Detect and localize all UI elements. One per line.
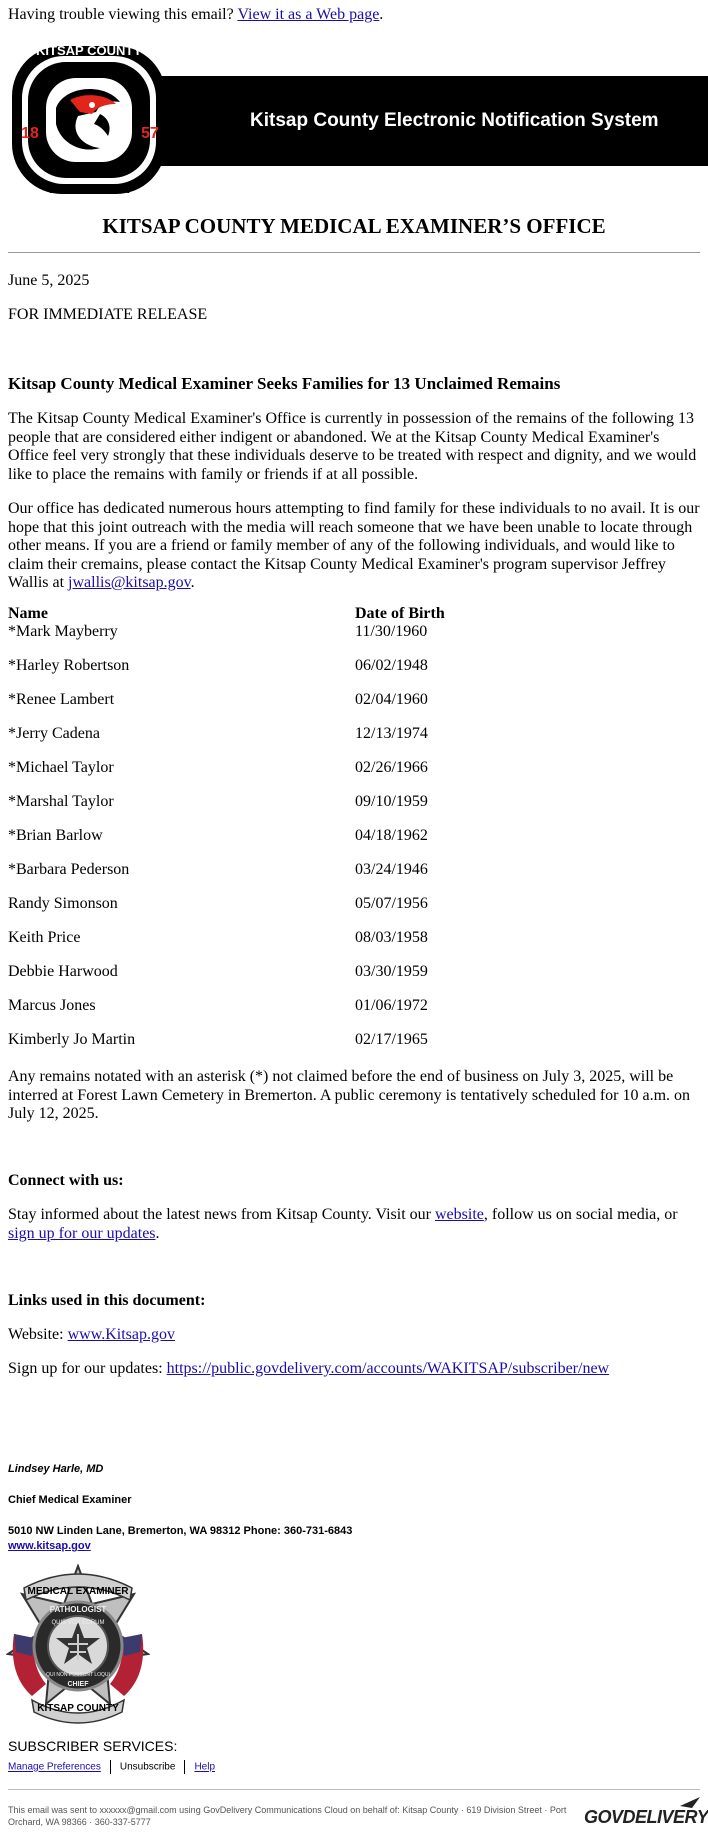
column-header-dob: Date of Birth <box>355 605 445 622</box>
row-name: *Harley Robertson <box>8 657 130 674</box>
row-dob: 09/10/1959 <box>355 793 428 810</box>
release-date: June 5, 2025 <box>8 272 90 289</box>
release-type: FOR IMMEDIATE RELEASE <box>8 306 208 323</box>
seal-year-right: 57 <box>141 125 159 142</box>
row-dob: 03/24/1946 <box>355 861 428 878</box>
seal-top-text: KITSAP COUNTY <box>36 43 142 58</box>
row-dob: 12/13/1974 <box>355 725 428 742</box>
sign-up-updates-link[interactable]: sign up for our updates <box>8 1224 156 1242</box>
column-header-name: Name <box>8 605 48 622</box>
table-row <box>8 895 700 929</box>
view-as-web-page-link[interactable]: View it as a Web page <box>237 6 380 23</box>
connect-heading: Connect with us: <box>8 1172 124 1189</box>
row-name: Randy Simonson <box>8 895 118 912</box>
medical-examiner-badge-icon <box>6 1564 150 1726</box>
table-row <box>8 861 700 895</box>
badge-inner-top-text: PATHOLOGIST <box>49 1605 107 1614</box>
row-dob: 06/02/1948 <box>355 657 428 674</box>
footer-disclaimer: This email was sent to xxxxxx@gmail.com using GovDelivery Communications Cloud on behalf of: Kitsap County · 619 Division Street · Port Orchard, WA 98366 · 360-337-5777 <box>8 1805 567 1827</box>
row-dob: 04/18/1962 <box>355 827 428 844</box>
unclaimed-remains-table <box>8 605 700 1065</box>
connect-paragraph: Stay informed about the latest news from Kitsap County. Visit our website, follow us on social media, or sign up for our updates. <box>8 1206 678 1242</box>
govdelivery-logo <box>584 1796 708 1828</box>
row-name: *Michael Taylor <box>8 759 114 776</box>
subscriber-services-links <box>8 1760 215 1774</box>
website-link[interactable]: website <box>434 1206 484 1223</box>
row-dob: 02/17/1965 <box>355 1031 428 1048</box>
intro-paragraph: The Kitsap County Medical Examiner's Office is currently in possession of the remains of the following 13 people that are considered either indigent or abandoned. We at the Kitsap County Medical Examiner's Office feel very strongly that these individuals deserve to be treated with respect and dignity, and we would like to place the remains with family or friends if at all possible. <box>8 410 697 483</box>
row-dob: 02/26/1966 <box>355 759 428 776</box>
signature-address: 5010 NW Linden Lane, Bremerton, WA 98312 Phone: 360-731-6843 <box>8 1525 353 1537</box>
table-row <box>8 623 700 657</box>
badge-rank-text: CHIEF <box>67 1681 89 1688</box>
row-name: Keith Price <box>8 929 81 946</box>
manage-preferences-link[interactable]: Manage Preferences <box>8 1761 101 1773</box>
row-name: *Barbara Pederson <box>8 861 130 878</box>
view-in-browser-notice: Having trouble viewing this email? View it as a Web page. <box>8 6 384 23</box>
banner-title: Kitsap County Electronic Notification System <box>250 110 659 131</box>
contact-paragraph-text: Our office has dedicated numerous hours attempting to find family for these individuals to no avail. It is our hope that this joint outreach with the media will reach someone that we have been unable to locate through other means. If you are a friend or family member of any of the following individuals, and would like to claim their cremains, please contact the Kitsap County Medical Examiner's program supervisor Jeffrey Wallis at <box>8 500 700 591</box>
badge-motto-text: QUIS VOX EORUM <box>51 1620 105 1626</box>
kitsap-county-seal-icon <box>8 42 198 198</box>
row-name: *Renee Lambert <box>8 691 115 708</box>
table-row <box>8 1031 700 1065</box>
row-dob: 02/04/1960 <box>355 691 428 708</box>
header-divider <box>8 252 700 253</box>
row-dob: 01/06/1972 <box>355 997 428 1014</box>
office-title: KITSAP COUNTY MEDICAL EXAMINER’S OFFICE <box>102 214 606 238</box>
seal-bottom-text: WASHINGTON <box>47 182 131 196</box>
row-dob: 03/30/1959 <box>355 963 428 980</box>
table-row <box>8 929 700 963</box>
links-heading: Links used in this document: <box>8 1292 206 1309</box>
govdelivery-signup-link[interactable]: https://public.govdelivery.com/accounts/WAKITSAP/subscriber/new <box>166 1360 610 1377</box>
row-name: *Brian Barlow <box>8 827 103 844</box>
row-name: Kimberly Jo Martin <box>8 1031 136 1048</box>
signature-website-link[interactable]: www.kitsap.gov <box>8 1540 91 1552</box>
table-row <box>8 963 700 997</box>
table-row <box>8 827 700 861</box>
contact-paragraph: Our office has dedicated numerous hours attempting to find family for these individuals to no avail. It is our hope that this joint outreach with the media will reach someone that we have been unable to locate through other means. If you are a friend or family member of any of the following individuals, and would like to claim their cremains, please contact the Kitsap County Medical Examiner's program supervisor Jeffrey Wallis at jwallis@kitsap.gov. <box>8 500 700 591</box>
unsubscribe-link[interactable]: Unsubscribe <box>119 1761 176 1773</box>
table-row <box>8 997 700 1031</box>
badge-top-text: MEDICAL EXAMINER <box>27 1586 129 1597</box>
view-in-browser-text: Having trouble viewing this email? <box>8 6 238 23</box>
row-name: *Jerry Cadena <box>8 725 100 742</box>
badge-inner-bottom-text: QUI NON POSSUNT LOQUI <box>46 1672 110 1678</box>
signature-title: Chief Medical Examiner <box>8 1494 132 1506</box>
contact-email-link[interactable]: jwallis@kitsap.gov <box>68 574 191 591</box>
links-website-line: Website: www.Kitsap.gov <box>8 1326 175 1343</box>
signature-website-wrap <box>8 1540 91 1552</box>
row-name: *Marshal Taylor <box>8 793 114 810</box>
table-row <box>8 793 700 827</box>
header-banner <box>8 42 708 198</box>
row-name: Marcus Jones <box>8 997 96 1014</box>
row-dob: 11/30/1960 <box>355 623 428 640</box>
row-dob: 05/07/1956 <box>355 895 428 912</box>
table-header <box>8 605 700 623</box>
subscriber-services-heading: SUBSCRIBER SERVICES: <box>8 1738 178 1754</box>
article-headline: Kitsap County Medical Examiner Seeks Families for 13 Unclaimed Remains <box>8 374 561 393</box>
footer-divider <box>8 1789 700 1790</box>
links-signup-line: Sign up for our updates: https://public.govdelivery.com/accounts/WAKITSAP/subscriber/new <box>8 1360 610 1377</box>
table-row <box>8 657 700 691</box>
table-row <box>8 691 700 725</box>
table-row <box>8 725 700 759</box>
kitsap-gov-link[interactable]: www.Kitsap.gov <box>67 1326 175 1343</box>
signature-name: Lindsey Harle, MD <box>8 1463 104 1475</box>
badge-bottom-text: KITSAP COUNTY <box>37 1703 119 1714</box>
interment-paragraph: Any remains notated with an asterisk (*) not claimed before the end of business on July 3, 2025, will be interred at Forest Lawn Cemetery in Bremerton. A public ceremony is tentatively scheduled for 10 a.m. on July 12, 2025. <box>8 1068 691 1122</box>
row-name: Debbie Harwood <box>8 963 118 980</box>
link-separator <box>184 1760 185 1774</box>
help-link[interactable]: Help <box>194 1761 216 1773</box>
seal-year-left: 18 <box>21 125 39 142</box>
govdelivery-logo-text: GOVDELIVERY <box>584 1807 708 1827</box>
row-name: *Mark Mayberry <box>8 623 118 640</box>
link-separator <box>110 1760 111 1774</box>
table-row <box>8 759 700 793</box>
row-dob: 08/03/1958 <box>355 929 428 946</box>
